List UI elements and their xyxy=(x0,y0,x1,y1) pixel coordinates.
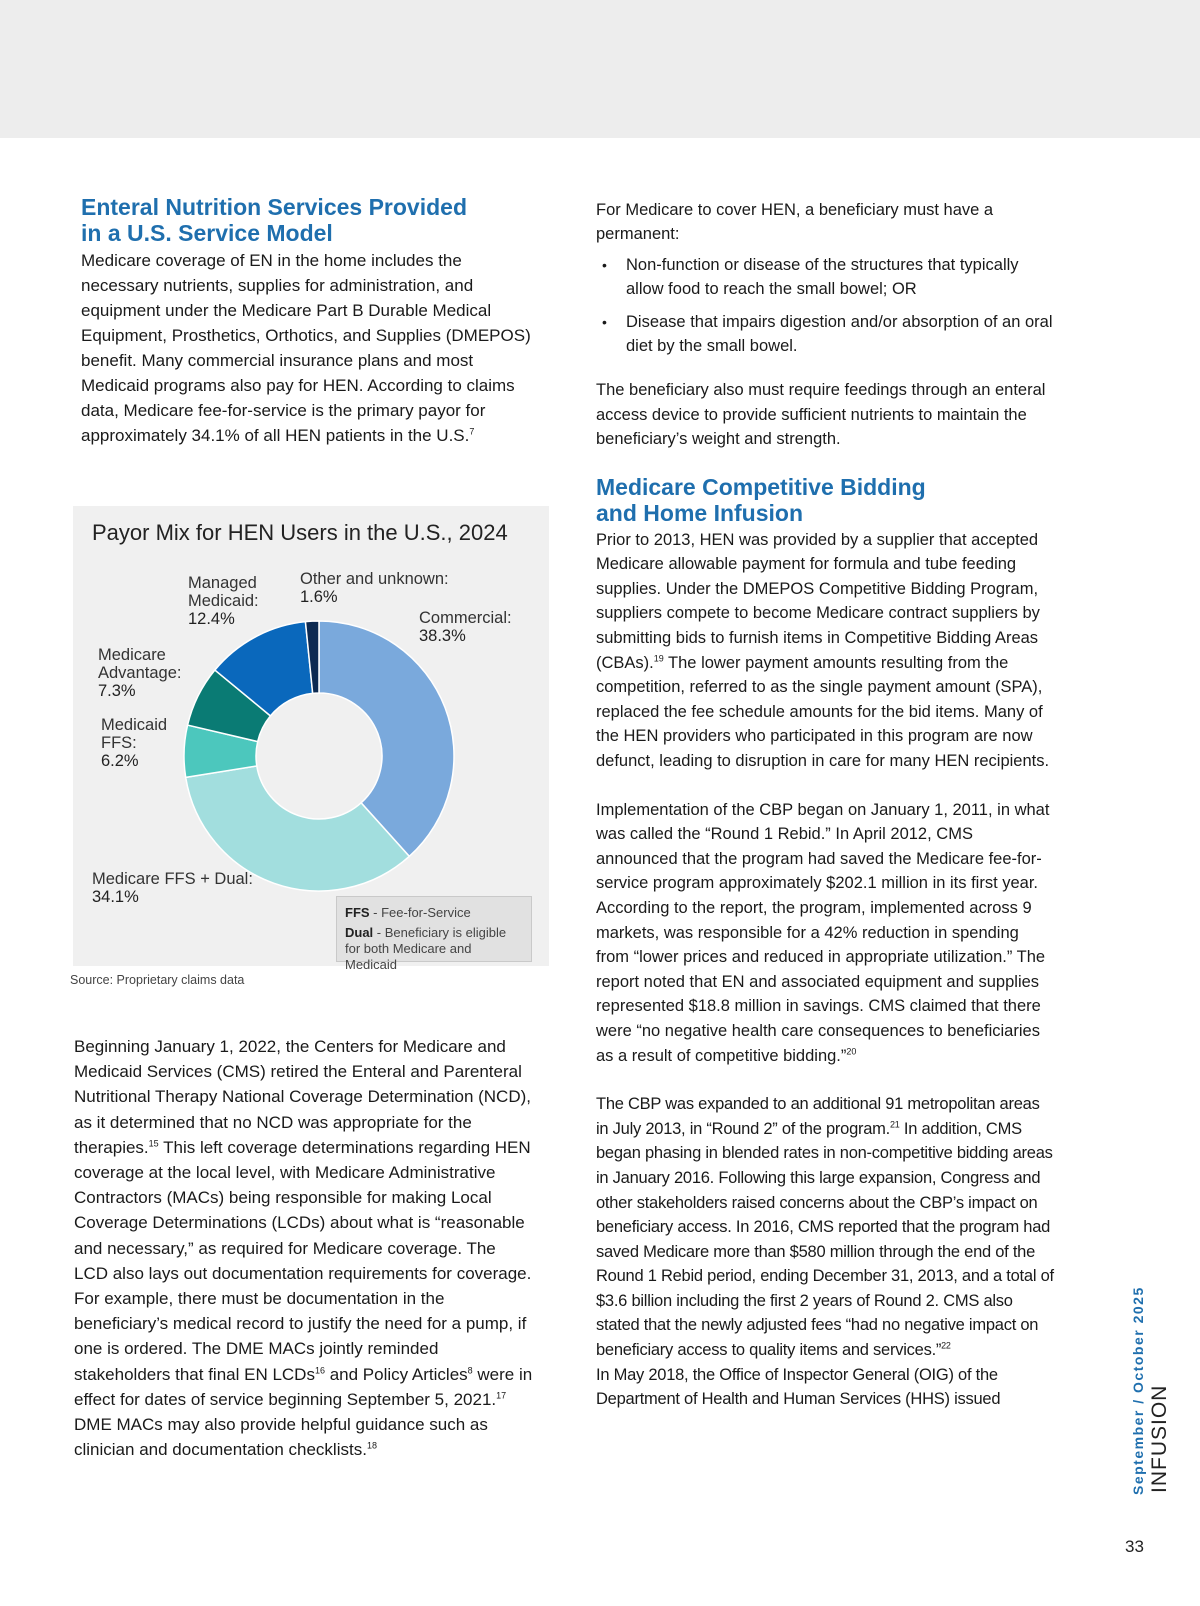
label-medicare-ffs-dual: Medicare FFS + Dual: 34.1% xyxy=(92,870,253,906)
ncd-paragraph: Beginning January 1, 2022, the Centers for Medicare and Medicaid Services (CMS) retired the Enteral and Parenteral Nutritional Therapy National Coverage Determination (NCD), as it determined that no NCD was appropriate for the therapies.$^{15}$ This left coverage determinations regarding HEN coverage at the local level, with Medicare Administrative Contractors (MACs) being responsible for making Local Coverage Determinations (LCDs) about what is “reasonable and necessary,” as required for Medicare coverage. The LCD also lays out documentation requirements for coverage. For example, there must be documentation in the beneficiary’s medical record to justify the need for a pump, if one is ordered. The DME MACs jointly reminded stakeholders that final EN LCDs$^{16}$ and Policy Articles$^8$ were in effect for dates of service beginning September 5, 2021.17 DME MACs may also provide helpful guidance such as clinician and documentation checklists.$^{18}$ xyxy=(74,1037,533,1460)
payor-mix-chart xyxy=(73,506,549,972)
chart-title: Payor Mix for HEN Users in the U.S., 2024 xyxy=(92,520,508,545)
bidding-paragraph-1: Prior to 2013, HEN was provided by a supplier that accepted Medicare allowable payment for formula and tube feeding supplies. Under the DMEPOS Competitive Bidding Program, suppliers compete to become Medicare contract suppliers by submitting bids to furnish items in Competitive Bidding Areas (CBAs).$^{19}$ The lower payment amounts resulting from the competition, referred to as the single payment amount (SPA), replaced the fee schedule amounts for the bid items. Many of the HEN providers who participated in this program are now defunct, leading to disruption in care for many HEN recipients. xyxy=(596,530,1050,770)
bidding-paragraph-4: In May 2018, the Office of Inspector General (OIG) of the Department of Health and Human Services (HHS) issued xyxy=(596,1365,1001,1409)
left-body xyxy=(74,1034,534,1462)
intro-text: Medicare coverage of EN in the home includes the necessary nutrients, supplies for administration, and equipment under the Medicare Part B Durable Medical Equipment, Prosthetics, Orthotics, and Supplies (DMEPOS) benefit. Many commercial insurance plans and most Medicaid programs also pay for HEN. According to claims data, Medicare fee-for-service is the primary payor for approximately 34.1% of all HEN patients in the U.S. xyxy=(81,251,531,445)
issue-date: September / October 2025 xyxy=(1130,1286,1146,1495)
list-item: • Non-function or disease of the structures that typically allow food to reach the small bowel; OR xyxy=(596,253,1056,302)
competitive-bidding-section xyxy=(596,474,1056,1412)
section-heading-enteral xyxy=(81,194,541,246)
label-other: Other and unknown: 1.6% xyxy=(300,570,449,606)
right-column xyxy=(596,198,1056,1412)
chart-source: Source: Proprietary claims data xyxy=(70,973,245,987)
heading-line-1: Enteral Nutrition Services Provided xyxy=(81,194,468,220)
intro-paragraph xyxy=(81,248,541,448)
header-band xyxy=(0,0,1200,138)
page-number: 33 xyxy=(1125,1537,1144,1556)
infusion-logo: INFUSION xyxy=(1148,1384,1171,1493)
label-medicare-advantage: Medicare Advantage: 7.3% xyxy=(98,646,182,700)
legend-dual: Dual - Beneficiary is eligible for both Medicare and Medicaid xyxy=(345,925,507,972)
bidding-paragraph-3: The CBP was expanded to an additional 91 metropolitan areas in July 2013, in “Round 2” of the program.$^{21}$ In addition, CMS began phasing in blended rates in non-competitive bidding areas in January 2016. Following this large expansion, Congress and other stakeholders raised concerns about the CBP’s impact on beneficiary access. In 2016, CMS reported that the program had saved Medicare more than $580 million through the end of the Round 1 Rebid period, ending December 31, 2013, and a total of $3.6 billion including the first 2 years of Round 2. CMS also stated that the newly adjusted fees “had no negative impact on beneficiary access to quality items and services.”$^{22}$ xyxy=(596,1095,1054,1360)
section-heading-bidding: Medicare Competitive Bidding and Home Infusion xyxy=(596,473,926,526)
coverage-intro: For Medicare to cover HEN, a beneficiary must have a permanent: xyxy=(596,201,994,244)
list-item: • Disease that impairs digestion and/or absorption of an oral diet by the small bowel. xyxy=(596,310,1056,359)
heading-line-2: in a U.S. Service Model xyxy=(81,220,333,246)
bidding-paragraph-2: Implementation of the CBP began on January 1, 2011, in what was called the “Round 1 Rebid.” In April 2012, CMS announced that the program had saved the Medicare fee-for-service program approximately $202.1 million in its first year. According to the report, the program, implemented across 9 markets, was responsible for a 42% reduction in spending from “lower prices and reduced in appropriate utilization.” The report noted that EN and associated equipment and supplies represented $18.8 million in savings. CMS claimed that there were “no negative health care consequences to beneficiaries as a result of competitive bidding.”$^{20}$ xyxy=(596,800,1050,1065)
chart-legend xyxy=(336,896,532,972)
footnote-ref: 7 xyxy=(469,426,475,437)
label-commercial: Commercial: 38.3% xyxy=(419,609,512,645)
label-medicaid-ffs: Medicaid FFS: 6.2% xyxy=(101,716,168,770)
coverage-criteria-list xyxy=(596,253,1056,359)
feedings-paragraph: The beneficiary also must require feedings through an enteral access device to provide sufficient nutrients to maintain the beneficiary’s weight and strength. xyxy=(596,381,1046,449)
left-column xyxy=(81,194,541,448)
label-managed-medicaid: Managed Medicaid: 12.4% xyxy=(188,574,259,628)
legend-ffs: FFS - Fee-for-Service xyxy=(345,905,471,920)
